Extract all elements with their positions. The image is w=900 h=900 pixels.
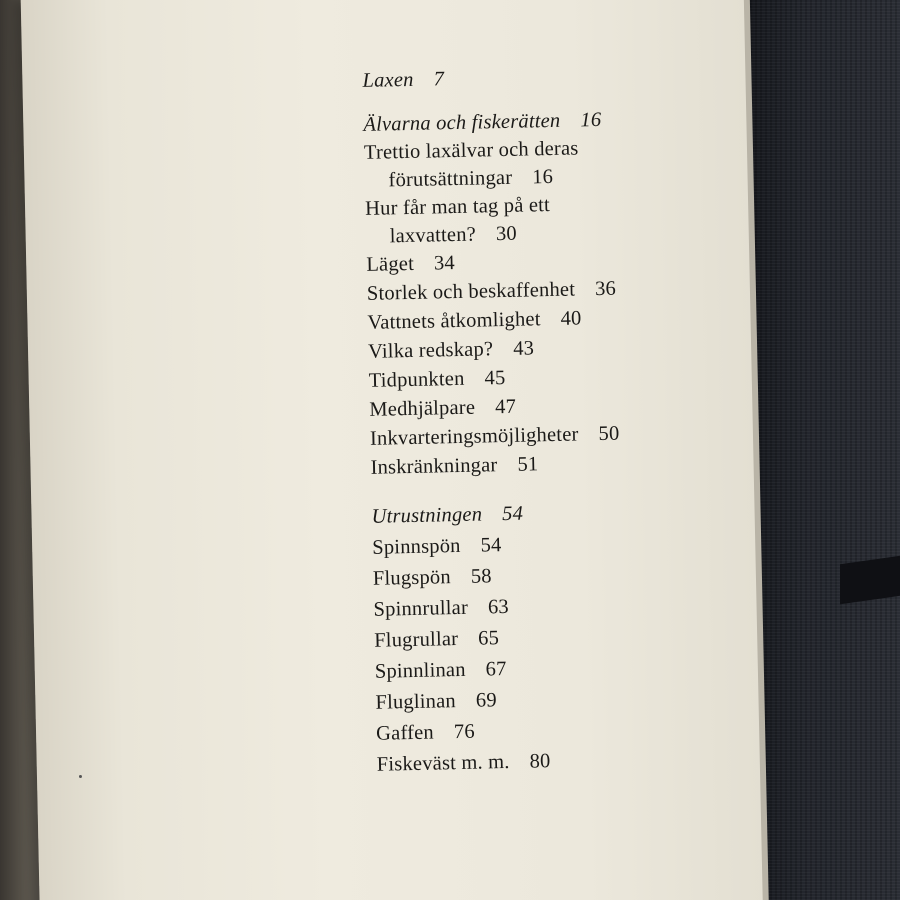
paper-speck <box>79 775 82 778</box>
entry-page-number: 67 <box>485 658 507 681</box>
toc-entry <box>375 659 507 682</box>
entry-label: Gaffen <box>375 721 435 745</box>
toc-entry-continuation <box>366 224 518 248</box>
entry-label: Flugrullar <box>373 628 459 652</box>
entry-page-number: 51 <box>517 453 539 476</box>
section-title: Älvarna och fiskerätten <box>363 109 561 136</box>
entry-label: Inskränkningar <box>370 454 498 479</box>
entry-label: Inkvarteringsmöjligheter <box>369 423 579 450</box>
entry-label: förutsättningar <box>388 166 513 192</box>
entry-label: Hur får man tag på ett <box>364 194 551 220</box>
entry-page-number: 76 <box>453 720 476 744</box>
toc-entry <box>364 138 579 163</box>
entry-page-number: 63 <box>487 595 510 619</box>
toc-entry <box>373 597 509 620</box>
entry-page-number: 47 <box>494 395 517 419</box>
toc-entry <box>365 195 550 219</box>
section-title: Utrustningen <box>371 503 483 528</box>
entry-page-number: 80 <box>529 750 551 773</box>
toc-entry <box>373 566 492 589</box>
entry-label: Vilka redskap? <box>367 338 494 363</box>
entry-page-number: 36 <box>594 277 617 301</box>
toc-entry <box>367 279 616 305</box>
toc-entry <box>369 397 516 421</box>
entry-label: Spinnspön <box>372 534 461 559</box>
section-page-number: 54 <box>501 502 524 526</box>
toc-entry <box>376 722 475 745</box>
entry-label: Medhjälpare <box>369 396 476 421</box>
entry-page-number: 30 <box>495 222 518 246</box>
toc-entry <box>374 628 499 651</box>
entry-page-number: 16 <box>531 165 554 189</box>
toc-entry <box>369 368 506 391</box>
toc-entry <box>367 308 581 333</box>
entry-page-number: 40 <box>560 307 582 330</box>
entry-label: Spinnrullar <box>373 596 469 621</box>
toc-entry <box>366 253 455 275</box>
entry-page-number: 43 <box>512 337 535 360</box>
toc-section-heading <box>371 504 523 528</box>
entry-label: laxvatten? <box>389 223 477 248</box>
toc-entry <box>368 338 534 362</box>
entry-label: Läget <box>366 252 415 276</box>
toc-entry <box>375 690 497 713</box>
entry-page-number: 34 <box>433 252 456 275</box>
entry-label: Storlek och beskaffenhet <box>366 278 576 305</box>
toc-entry <box>370 454 538 478</box>
toc-section-heading <box>362 69 444 91</box>
entry-label: Spinnlinan <box>374 658 466 683</box>
entry-page-number: 54 <box>480 534 502 557</box>
entry-page-number: 50 <box>598 422 620 446</box>
entry-label: Fluglinan <box>375 690 457 714</box>
section-page-number: 16 <box>580 108 602 132</box>
entry-label: Vattnets åtkomlighet <box>367 308 541 334</box>
book-page <box>21 0 765 900</box>
toc-section-heading <box>363 110 601 135</box>
toc-entry <box>372 535 502 558</box>
section-title: Laxen <box>362 68 414 92</box>
entry-page-number: 69 <box>475 689 497 712</box>
fabric-fold <box>840 556 900 604</box>
entry-page-number: 45 <box>484 366 506 390</box>
entry-label: Trettio laxälvar och deras <box>363 137 579 164</box>
section-page-number: 7 <box>433 68 445 91</box>
toc-entry-continuation <box>364 167 553 191</box>
entry-label: Fiskeväst m. m. <box>376 750 510 776</box>
table-of-contents <box>362 63 722 776</box>
entry-page-number: 65 <box>477 627 500 650</box>
toc-entry <box>377 751 551 775</box>
entry-label: Tidpunkten <box>368 367 465 392</box>
toc-entry <box>370 424 620 450</box>
entry-label: Flugspön <box>372 566 452 590</box>
entry-page-number: 58 <box>470 565 492 588</box>
